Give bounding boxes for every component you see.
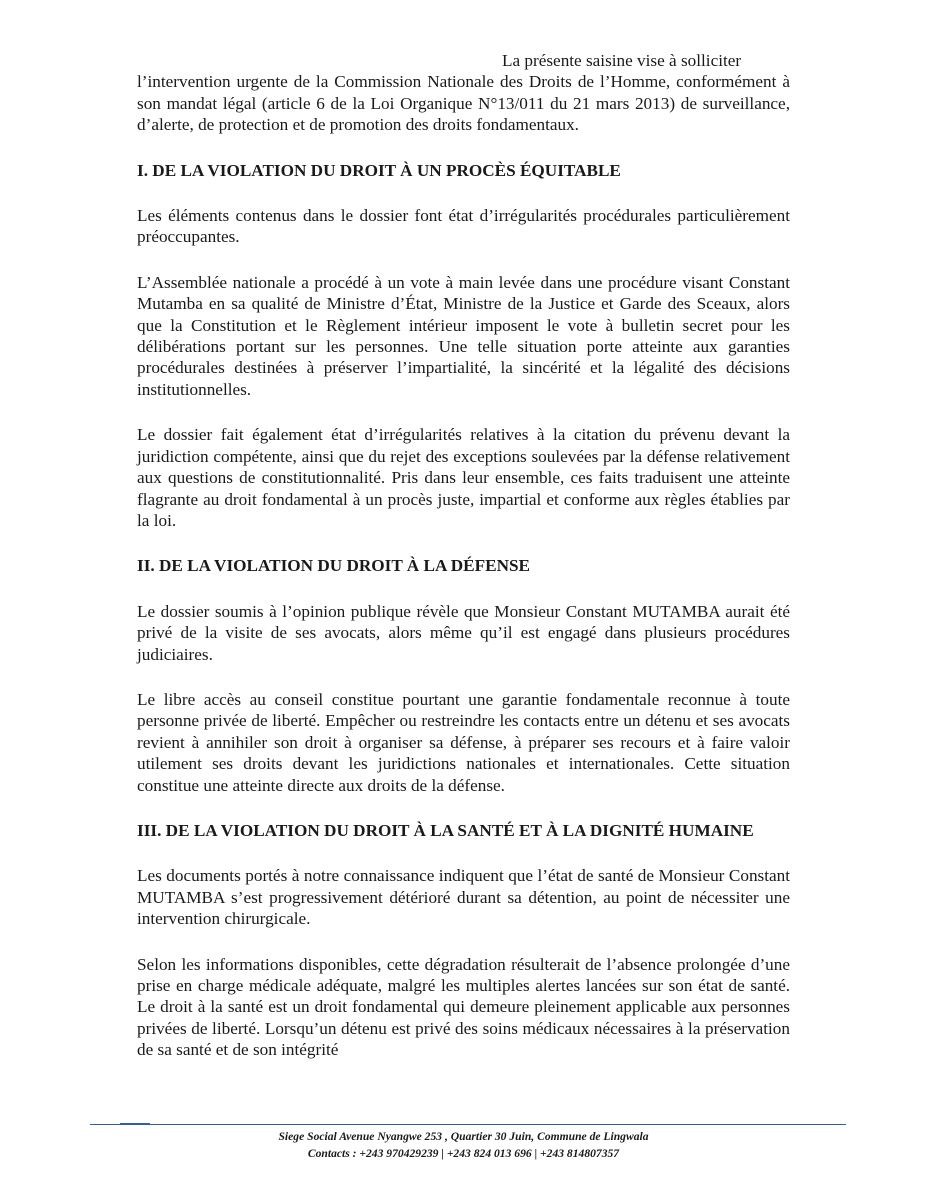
intro-first-line: La présente saisine vise à solliciter	[502, 51, 742, 70]
footer-divider-accent	[120, 1123, 150, 1125]
footer-address: Siege Social Avenue Nyangwe 253 , Quartier 30 Juin, Commune de Lingwala	[278, 1130, 649, 1143]
section-1-paragraph-1: Les éléments contenus dans le dossier font état d’irrégularités procédurales particulièrement préoccupantes.	[137, 206, 790, 247]
footer-contacts: Contacts : +243 970429239 | +243 824 013 696 | +243 814807357	[307, 1146, 620, 1160]
intro-paragraph: l’intervention urgente de la Commission Nationale des Droits de l’Homme, conformément à son mandat légal (article 6 de la Loi Organique N°13/011 du 21 mars 2013) de surveillance, d’alerte, de protection et de promotion des droits fondamentaux.	[137, 72, 790, 135]
section-1-paragraph-3: Le dossier fait également état d’irrégularités relatives à la citation du prévenu devant la juridiction compétente, ainsi que du rejet des exceptions soulevées par la défense relativement aux questions de constitutionnalité. Pris dans leur ensemble, ces faits traduisent une atteinte flagrante au droit fondamental à un procès juste, impartial et conforme aux règles établies par la loi.	[137, 425, 790, 530]
document-body	[137, 50, 790, 1085]
section-2-paragraph-1: Le dossier soumis à l’opinion publique révèle que Monsieur Constant MUTAMBA aurait été privé de la visite de ses avocats, alors même qu’il est engagé dans plusieurs procédures judiciaires.	[137, 601, 790, 664]
section-heading-1: I. DE LA VIOLATION DU DROIT À UN PROCÈS ÉQUITABLE	[137, 160, 621, 180]
section-heading-2: II. DE LA VIOLATION DU DROIT À LA DÉFENSE	[137, 556, 531, 576]
section-2-paragraph-2: Le libre accès au conseil constitue pourtant une garantie fondamentale reconnue à toute personne privée de liberté. Empêcher ou restreindre les contacts entre un détenu et ses avocats revient à annihiler son droit à organiser sa défense, à préparer ses recours et à faire valoir utilement ses droits devant les juridictions nationales et internationales. Cette situation constitue une atteinte directe aux droits de la défense.	[137, 689, 790, 795]
page-footer	[0, 1129, 927, 1162]
section-heading-3: III. DE LA VIOLATION DU DROIT À LA SANTÉ ET À LA DIGNITÉ HUMAINE	[137, 820, 754, 840]
section-3-paragraph-1: Les documents portés à notre connaissance indiquent que l’état de santé de Monsieur Constant MUTAMBA s’est progressivement détérioré durant sa détention, au point de nécessiter une intervention chirurgicale.	[137, 866, 790, 929]
section-3-paragraph-2: Selon les informations disponibles, cette dégradation résulterait de l’absence prolongée d’une prise en charge médicale adéquate, malgré les multiples alertes lancées sur son état de santé. Le droit à la santé est un droit fondamental qui demeure pleinement applicable aux personnes privées de liberté. Lorsqu’un détenu est privé des soins médicaux nécessaires à la préservation de sa santé et de son intégrité	[137, 954, 790, 1060]
section-1-paragraph-2: L’Assemblée nationale a procédé à un vote à main levée dans une procédure visant Constant Mutamba en sa qualité de Ministre d’État, Ministre de la Justice et Garde des Sceaux, alors que la Constitution et le Règlement intérieur imposent le vote à bulletin secret pour les délibérations portant sur les personnes. Une telle situation porte atteinte aux garanties procédurales destinées à préserver l’impartialité, la sincérité et la légalité des décisions institutionnelles.	[137, 272, 790, 399]
footer-divider	[90, 1124, 846, 1125]
